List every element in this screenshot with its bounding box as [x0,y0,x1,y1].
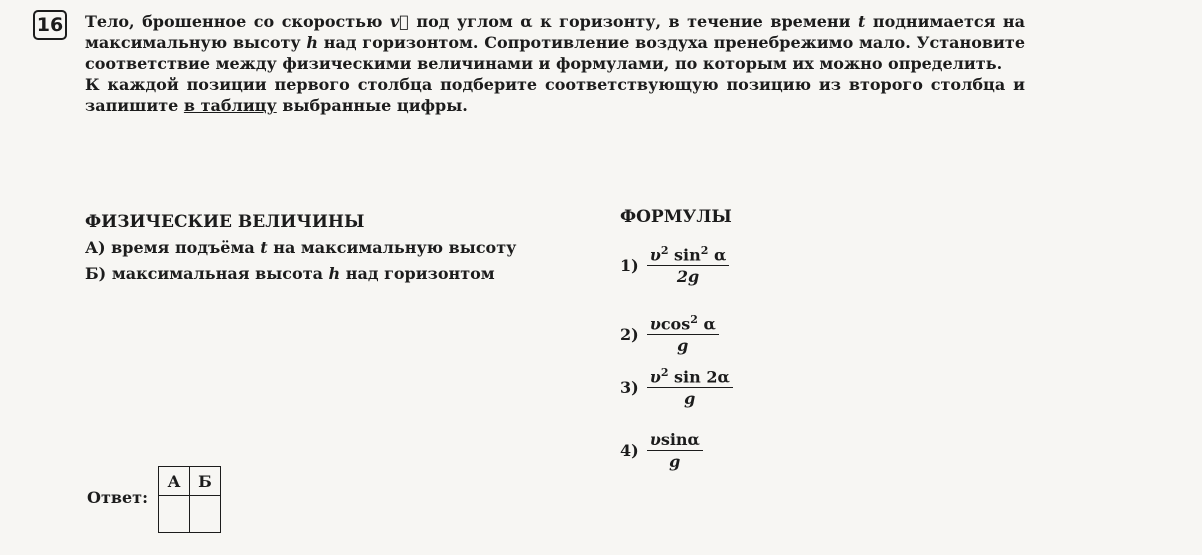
velocity-var: υ [649,430,661,449]
denominator: g [669,452,681,471]
question-number-badge: 16 [33,10,67,40]
angle-arg: α [687,430,700,449]
angle-arg: α [708,245,727,265]
exponent: 2 [690,313,698,326]
fraction [647,244,730,286]
problem-text: над горизонтом. Сопротивление воздуха пренебрежимо мало. Установите соответствие между физическими величинами и формулами, по которым их можно определить. [85,33,1025,73]
item-text: А) время подъёма [85,238,261,257]
height-symbol: h [306,33,319,52]
formula-1 [620,244,729,286]
angle-arg: α [697,314,716,334]
function-name: sin [660,430,688,449]
formula-number: 3) [620,377,639,397]
table-reference-link: в таблицу [183,96,277,115]
formula-2 [620,313,719,355]
answer-cell-a[interactable] [159,496,190,533]
denominator: g [677,336,689,356]
quantity-item-b [85,264,495,283]
numerator [647,244,730,266]
time-symbol: t [858,12,866,31]
answer-cell-b[interactable] [190,496,221,533]
answer-label: Ответ: [87,488,148,507]
exponent: 2 [700,244,709,257]
function-name: sin [668,245,701,265]
numerator [647,430,703,451]
formula-number: 1) [620,255,639,275]
answer-column-a-header: А [159,467,190,496]
problem-statement [85,11,1025,116]
denominator: 2g [676,267,700,287]
formula-3 [620,366,733,408]
formulas-heading: ФОРМУЛЫ [620,207,732,227]
fraction [647,430,703,471]
formula-number: 2) [620,324,639,344]
problem-paragraph-1 [85,11,1025,74]
height-symbol: h [328,264,341,283]
instruction-text: К каждой позиции первого столбца подберите соответствующую позицию из второго столбца и запишите [85,75,1025,115]
exponent: 2 [660,366,669,379]
item-text: Б) максимальная высота [85,264,329,283]
numerator [647,366,733,388]
problem-text: Тело, брошенное со скоростью [85,12,390,31]
fraction [647,366,733,408]
numerator [647,313,719,335]
answer-table [158,466,221,533]
physical-quantities-heading: ФИЗИЧЕСКИЕ ВЕЛИЧИНЫ [85,212,365,232]
time-symbol: t [260,238,268,257]
quantity-item-a [85,238,516,257]
formula-4 [620,430,703,471]
instruction-text: выбранные цифры. [276,96,468,115]
item-text: на максимальную высоту [267,238,517,257]
answer-column-b-header: Б [190,467,221,496]
velocity-symbol: v⃗ [389,12,409,31]
function-name: cos [660,314,691,334]
velocity-var: υ [649,245,661,265]
denominator: g [684,389,696,409]
problem-text: под углом α к горизонту, в течение времени [408,12,858,31]
velocity-var: υ [649,314,661,334]
angle-arg: α [717,367,730,387]
exponent: 2 [660,244,669,257]
problem-paragraph-2 [85,74,1025,116]
function-name: sin 2 [668,367,718,387]
fraction [647,313,719,355]
velocity-var: υ [649,367,661,387]
item-text: над горизонтом [340,264,495,283]
formula-number: 4) [620,441,639,460]
problem-text: поднимается на максимальную высоту [85,12,1026,52]
